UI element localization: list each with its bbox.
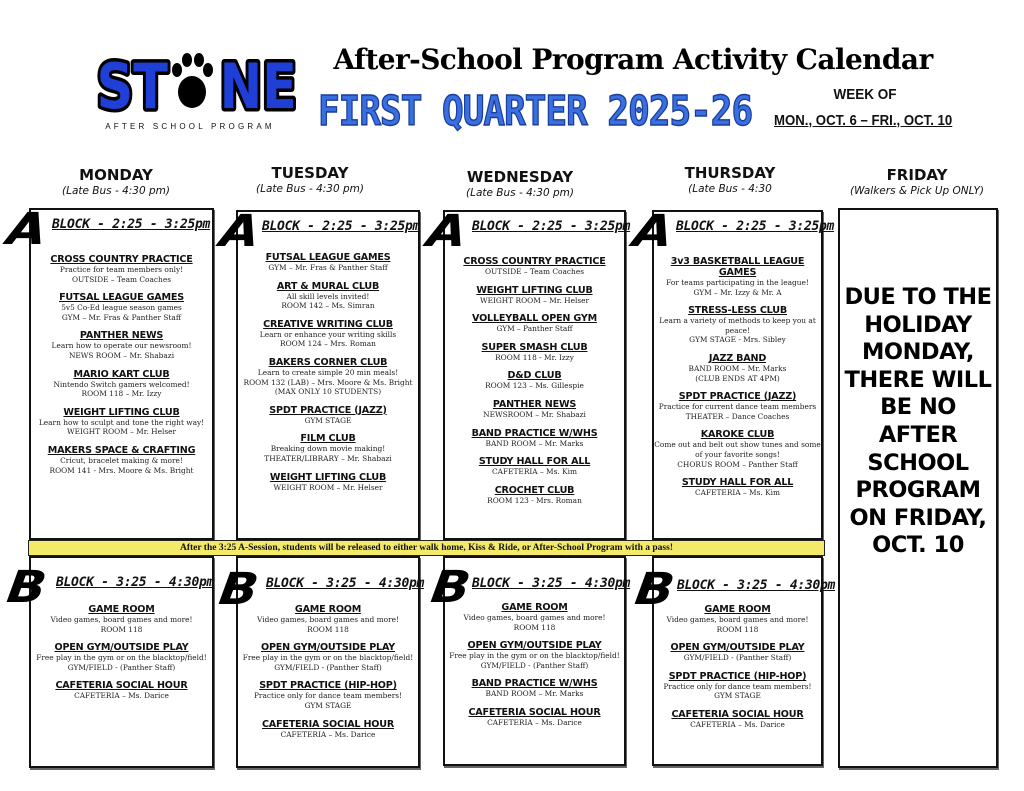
activity-detail: ROOM 123 - Mrs. Roman [487, 495, 582, 505]
b-block-title: BLOCK - 3:25 - 4:30pm [56, 575, 215, 590]
activity-name: PANTHER NEWS [79, 330, 164, 342]
activity-item [445, 707, 624, 728]
activity-item [31, 330, 212, 360]
activity-item [445, 678, 624, 699]
activity-name: CAFETERIA SOCIAL HOUR [671, 708, 804, 720]
activity-name: CROCHET CLUB [494, 484, 575, 496]
activity-detail: Learn how to sculpt and tone the right way! [38, 417, 205, 427]
activity-name: SPDT PRACTICE (JAZZ) [678, 391, 797, 403]
day-name: TUESDAY [271, 164, 349, 182]
activity-name: CAFETERIA SOCIAL HOUR [55, 680, 188, 692]
activity-item [31, 642, 212, 672]
activity-detail: Free play in the gym or on the blacktop/field! [36, 653, 207, 663]
activity-name: ART & MURAL CLUB [276, 280, 380, 292]
activity-name: MAKERS SPACE & CRAFTING [47, 444, 196, 456]
activity-detail: ROOM 118 – Mr. Izzy [81, 389, 162, 399]
a-block-letter: A [3, 204, 51, 255]
activity-detail: WEIGHT ROOM – Mr. Helser [479, 295, 590, 305]
activity-item [31, 369, 212, 399]
activity-detail: WEIGHT ROOM – Mr. Helser [273, 482, 383, 492]
activity-detail: ROOM 141 - Mrs. Moore & Ms. Bright [49, 465, 194, 475]
activity-name: BAKERS CORNER CLUB [268, 356, 388, 368]
activity-item [31, 604, 212, 634]
activity-detail: Nintendo Switch gamers welcomed! [53, 379, 190, 389]
activity-detail: GYM/FIELD - (Panther Staff) [274, 662, 382, 672]
activity-name: WEIGHT LIFTING CLUB [63, 406, 180, 418]
week-range: MON., OCT. 6 – FRI., OCT. 10 [774, 112, 953, 129]
activity-detail: Video games, board games and more! [50, 615, 193, 624]
activity-name: PANTHER NEWS [492, 398, 577, 410]
stone-wordmark-icon [95, 46, 297, 124]
day-header-friday [817, 166, 1017, 197]
stone-logo [95, 46, 297, 138]
a-block-monday [29, 208, 214, 540]
activity-detail: OUTSIDE – Team Coaches [485, 267, 584, 276]
activity-detail: GYM/FIELD - (Panther Staff) [480, 660, 589, 670]
activity-item [238, 604, 418, 634]
day-name: WEDNESDAY [466, 168, 574, 186]
activity-detail: GYM/FIELD - (Panther Staff) [683, 653, 792, 663]
activity-name: SPDT PRACTICE (HIP-HOP) [668, 670, 807, 682]
activity-name: GAME ROOM [704, 604, 771, 615]
activity-detail: THEATER/LIBRARY – Mr. Shabazi [264, 453, 392, 463]
activity-name: 3v3 BASKETBALL LEAGUE GAMES [670, 256, 805, 278]
activity-name: OPEN GYM/OUTSIDE PLAY [670, 642, 805, 654]
activity-item [654, 642, 821, 663]
activity-name: SPDT PRACTICE (HIP-HOP) [259, 680, 397, 692]
activity-list [445, 602, 624, 736]
activity-list [654, 604, 821, 738]
day-note: (Walkers & Pick Up ONLY) [849, 185, 985, 197]
a-block-wednesday [443, 210, 626, 540]
activity-item [445, 428, 624, 449]
activity-detail: Learn or enhance your writing skills [259, 329, 397, 339]
activity-detail: CAFETERIA – Ms. Darice [74, 691, 169, 701]
logo-subtitle: AFTER SCHOOL PROGRAM [105, 122, 275, 131]
activity-detail: Practice only for dance team members! [253, 691, 403, 701]
svg-text:NE: NE [219, 51, 297, 124]
activity-detail: (CLUB ENDS AT 4PM) [695, 373, 780, 383]
activity-detail: ROOM 118 [513, 622, 556, 632]
activity-name: CAFETERIA SOCIAL HOUR [261, 718, 395, 730]
activity-item [31, 292, 212, 322]
activity-item [654, 429, 821, 469]
activity-list [238, 604, 418, 747]
activity-item [238, 719, 418, 740]
activity-name: WEIGHT LIFTING CLUB [269, 471, 387, 483]
activity-item [31, 254, 212, 284]
activity-name: KAROKE CLUB [700, 429, 775, 441]
activity-item [31, 680, 212, 701]
activity-name: FUTSAL LEAGUE GAMES [59, 292, 184, 304]
a-block-title: BLOCK - 2:25 - 3:25pm [262, 219, 421, 234]
activity-detail: GYM – Mr. Izzy & Mr. A [693, 287, 782, 297]
activity-item [238, 433, 418, 463]
activity-detail: Practice for current dance team members [658, 402, 817, 412]
activity-detail: Come out and belt out show tunes and some of your favorite songs! [654, 440, 821, 459]
friday-holiday-message: DUE TO THE HOLIDAY MONDAY, THERE WILL BE NO AFTER SCHOOL PROGRAM ON FRIDAY, OCT. 10 [844, 284, 992, 559]
b-block-letter: B [3, 562, 50, 613]
activity-detail: OUTSIDE – Team Coaches [72, 274, 171, 284]
activity-item [31, 407, 212, 437]
activity-detail: GYM STAGE [304, 415, 352, 425]
activity-detail: NEWSROOM – Mr. Shabazi [483, 409, 586, 419]
activity-detail: Breaking down movie making! [270, 444, 386, 454]
activity-item [238, 252, 418, 273]
activity-item [654, 353, 821, 383]
activity-list [31, 254, 212, 483]
activity-item [238, 357, 418, 397]
activity-name: FILM CLUB [300, 433, 356, 445]
activity-detail: Learn how to operate our newsroom! [51, 341, 192, 351]
activity-detail: 5v5 Co-Ed league season games [61, 303, 182, 313]
activity-detail: GYM STAGE [714, 691, 761, 701]
activity-item [238, 680, 418, 710]
b-block-title: BLOCK - 3:25 - 4:30pm [677, 578, 836, 593]
friday-box [838, 208, 998, 768]
b-block-title: BLOCK - 3:25 - 4:30pm [472, 576, 631, 591]
day-header-wednesday [420, 168, 620, 199]
a-block-tuesday [236, 210, 420, 540]
activity-name: OPEN GYM/OUTSIDE PLAY [54, 642, 189, 654]
day-name: THURSDAY [684, 164, 776, 182]
activity-detail: Learn a variety of methods to keep you at peace! [659, 316, 816, 335]
activity-detail: ROOM 118 [100, 624, 143, 634]
activity-item [445, 456, 624, 477]
activity-detail: Video games, board games and more! [666, 615, 809, 624]
day-header-thursday [630, 164, 830, 195]
activity-item [445, 399, 624, 420]
activity-name: GAME ROOM [501, 602, 568, 613]
activity-detail: NEWS ROOM – Mr. Shabazi [68, 350, 175, 360]
activity-detail: ROOM 118 [307, 624, 349, 634]
activity-item [445, 602, 624, 632]
a-block-thursday [652, 210, 823, 540]
activity-detail: (MAX ONLY 10 STUDENTS) [274, 387, 382, 397]
activity-detail: Free play in the gym or on the blacktop/field! [449, 651, 620, 661]
activity-name: SPDT PRACTICE (JAZZ) [269, 404, 387, 416]
activity-item [238, 319, 418, 349]
activity-name: STUDY HALL FOR ALL [478, 456, 591, 468]
activity-detail: ROOM 142 – Ms. Simran [281, 301, 375, 311]
activity-list [445, 256, 624, 513]
activity-detail: THEATER – Dance Coaches [685, 411, 790, 421]
activity-item [654, 671, 821, 701]
activity-name: STRESS-LESS CLUB [688, 305, 787, 317]
activity-detail: GYM – Panther Staff [496, 324, 573, 334]
a-block-letter: A [423, 206, 471, 257]
activity-name: WEIGHT LIFTING CLUB [476, 284, 593, 296]
activity-name: BAND PRACTICE W/WHS [471, 678, 598, 690]
activity-detail: CAFETERIA – Ms. Darice [487, 717, 582, 727]
a-block-letter: A [216, 206, 264, 257]
day-note: (Late Bus - 4:30 pm) [466, 187, 574, 199]
activity-name: FUTSAL LEAGUE GAMES [265, 252, 391, 263]
activity-name: CREATIVE WRITING CLUB [263, 318, 393, 330]
activity-name: CROSS COUNTRY PRACTICE [50, 254, 193, 265]
a-block-title: BLOCK - 2:25 - 3:25pm [52, 217, 211, 232]
activity-item [445, 342, 624, 363]
a-block-title: BLOCK - 2:25 - 3:25pm [676, 219, 835, 234]
activity-name: GAME ROOM [88, 604, 155, 615]
activity-list [31, 604, 212, 709]
activity-detail: ROOM 124 – Mrs. Roman [280, 339, 376, 349]
activity-detail: CAFETERIA – Ms. Darice [280, 729, 376, 739]
activity-detail: GYM – Mr. Fras & Panther Staff [61, 312, 182, 322]
activity-detail: CAFETERIA – Ms. Kim [694, 488, 780, 498]
activity-detail: All skill levels invited! [286, 291, 370, 301]
day-header-monday [16, 166, 216, 197]
activity-name: OPEN GYM/OUTSIDE PLAY [467, 640, 602, 652]
activity-detail: For teams participating in the league! [666, 278, 809, 287]
svg-text:ST: ST [96, 51, 168, 124]
paw-print-icon [172, 53, 213, 108]
activity-detail: Practice for team members only! [59, 265, 184, 274]
activity-detail: ROOM 118 [716, 624, 759, 634]
activity-item [238, 281, 418, 311]
activity-detail: Video games, board games and more! [463, 613, 606, 622]
activity-item [238, 642, 418, 672]
a-block-title: BLOCK - 2:25 - 3:25pm [472, 219, 631, 234]
day-name: MONDAY [79, 166, 153, 184]
activity-item [445, 370, 624, 391]
page-title: After-School Program Activity Calendar [333, 43, 933, 76]
activity-item [445, 313, 624, 334]
activity-item [31, 445, 212, 475]
activity-detail: Cricut, bracelet making & more! [60, 455, 183, 465]
activity-name: STUDY HALL FOR ALL [681, 477, 794, 489]
day-note: (Late Bus - 4:30 pm) [62, 185, 170, 197]
activity-name: GAME ROOM [294, 604, 362, 615]
activity-item [654, 305, 821, 345]
release-banner: After the 3:25 A-Session, students will be released to either walk home, Kiss & Ride, or After-School Program with a pass! [28, 540, 825, 556]
activity-item [445, 640, 624, 670]
activity-detail: Video games, board games and more! [257, 615, 399, 624]
a-block-letter: A [629, 206, 677, 257]
b-block-title: BLOCK - 3:25 - 4:30pm [266, 576, 425, 591]
activity-item [445, 285, 624, 306]
activity-detail: CAFETERIA – Ms. Darice [690, 719, 785, 729]
activity-detail: BAND ROOM – Mr. Marks [485, 438, 584, 448]
activity-detail: ROOM 123 – Ms. Gillespie [485, 381, 584, 391]
activity-detail: GYM – Mr. Fras & Panther Staff [268, 263, 388, 272]
quarter-title: FIRST QUARTER 2025-26 [318, 88, 753, 136]
activity-item [654, 256, 821, 297]
week-of-label: WEEK OF [833, 86, 897, 103]
activity-detail: Free play in the gym or on the blacktop/field! [242, 653, 414, 663]
activity-detail: ROOM 132 (LAB) – Mrs. Moore & Ms. Bright [243, 377, 413, 387]
activity-item [654, 477, 821, 498]
activity-name: JAZZ BAND [708, 352, 767, 364]
activity-detail: BAND ROOM – Mr. Marks [485, 689, 584, 699]
activity-item [654, 391, 821, 421]
activity-list [238, 252, 418, 500]
activity-item [654, 604, 821, 634]
day-note: (Late Bus - 4:30 pm) [256, 183, 364, 195]
b-block-letter: B [427, 562, 474, 613]
activity-item [238, 405, 418, 426]
activity-name: OPEN GYM/OUTSIDE PLAY [261, 642, 395, 654]
b-block-letter: B [631, 564, 678, 615]
day-header-tuesday [210, 164, 410, 195]
activity-detail: Practice only for dance team members! [663, 681, 812, 691]
activity-detail: CAFETERIA – Ms. Kim [491, 467, 577, 477]
activity-detail: GYM STAGE - Mrs. Sibley [689, 335, 786, 345]
activity-name: MARIO KART CLUB [73, 368, 170, 380]
activity-name: CROSS COUNTRY PRACTICE [463, 256, 606, 267]
activity-item [445, 256, 624, 277]
activity-detail: GYM STAGE [304, 700, 352, 710]
activity-detail: Learn to create simple 20 min meals! [257, 367, 399, 377]
activity-detail: GYM/FIELD - (Panther Staff) [67, 662, 176, 672]
activity-item [654, 709, 821, 730]
activity-detail: CHORUS ROOM – Panther Staff [677, 459, 798, 469]
activity-item [238, 472, 418, 493]
activity-item [445, 485, 624, 506]
activity-list [654, 256, 821, 506]
day-note: (Late Bus - 4:30 [688, 183, 772, 195]
activity-detail: BAND ROOM – Mr. Marks [688, 363, 787, 373]
day-name: FRIDAY [886, 166, 948, 184]
activity-name: CAFETERIA SOCIAL HOUR [468, 706, 601, 718]
activity-detail: WEIGHT ROOM – Mr. Helser [66, 427, 177, 437]
activity-name: SUPER SMASH CLUB [481, 341, 588, 353]
activity-detail: ROOM 118 - Mr. Izzy [495, 352, 574, 362]
b-block-letter: B [215, 564, 262, 615]
activity-name: D&D CLUB [507, 370, 562, 382]
activity-name: VOLLEYBALL OPEN GYM [472, 313, 597, 325]
activity-name: BAND PRACTICE W/WHS [471, 427, 598, 439]
